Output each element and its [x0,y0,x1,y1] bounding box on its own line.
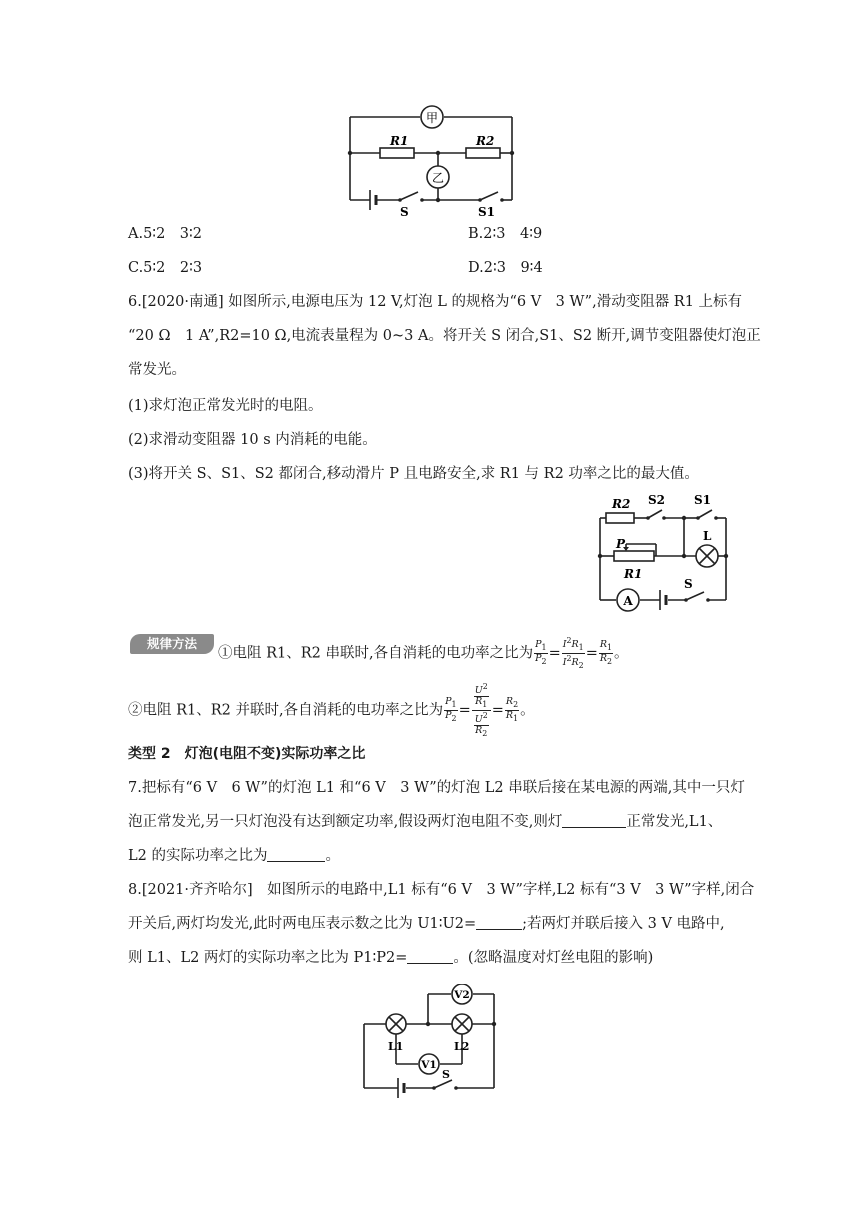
q6-number: 6. [128,294,142,310]
q7-line-3-text: L2 的实际功率之比为 [128,848,268,864]
method-line-2-text: ②电阻 R1、R2 并联时,各自消耗的电功率之比为 [128,702,444,719]
q7-line-1: 7.把标有“6 V 6 W”的灯泡 L1 和“6 V 3 W”的灯泡 L2 串联后接在某电源的两端,其中一只灯 [128,780,745,796]
q6-source: [2020·南通] [141,294,224,310]
c2-p-label: P [616,537,626,551]
method-line-2-end: 。 [520,702,535,719]
c2-switch-label: S [684,577,693,591]
q7-line-2-text: 泡正常发光,另一只灯泡没有达到额定功率,假设两灯泡电阻不变,则灯 [128,814,563,830]
option-b: B.2∶3 4∶9 [468,226,543,242]
q7-line-2-tail: 正常发光,L1、 [626,814,723,830]
q8-blank-2[interactable] [407,949,453,964]
fraction-p1-p2-parallel: $\frac{P_1}{P_2}$ [445,696,457,723]
circuit-diagram-1 [340,100,520,220]
r1-label: R1 [390,134,409,148]
fraction-r1-r2: $\frac{R_1}{R_2}$ [599,639,613,666]
voltmeter-v1-label: V1 [421,1059,437,1071]
circuit-diagram-2 [588,490,738,614]
q8-blank-1[interactable] [476,915,522,930]
option-a: A.5∶2 3∶2 [128,226,203,242]
lamp-l1-label: L1 [388,1040,404,1053]
c2-r1-label: R1 [624,567,643,581]
q6-sub-2: (2)求滑动变阻器 10 s 内消耗的电能。 [128,432,377,448]
voltmeter-v2-label: V2 [454,989,470,1001]
q7-blank-1[interactable] [562,813,626,828]
method-badge: 规律方法 [130,634,214,654]
lamp-l2-label: L2 [454,1040,470,1053]
c3-switch-label: S [442,1068,450,1081]
method-line-1: ①电阻 R1、R2 串联时,各自消耗的电功率之比为 $\frac{P_1}{P_2}$ = $\frac{I^2R_1}{I^2R_2}$ = $\frac{R_1}{R_2}$ 。 [218,636,629,671]
q6-line-2: “20 Ω 1 A”,R2=10 Ω,电流表量程为 0~3 A。将开关 S 闭合,S1、S2 断开,调节变阻器使灯泡正 [128,328,761,344]
fraction-i2r: $\frac{I^2R_1}{I^2R_2}$ [562,636,584,671]
switch-s-label: S [400,205,409,219]
q6-text-1: 如图所示,电源电压为 12 V,灯泡 L 的规格为“6 V 3 W”,滑动变阻器 R1 上标有 [228,294,743,310]
q8-line-2-text: 开关后,两灯均发光,此时两电压表示数之比为 U1∶U2= [128,916,477,932]
q8-line-2 [128,914,725,934]
q6-sub-3: (3)将开关 S、S1、S2 都闭合,移动滑片 P 且电路安全,求 R1 与 R2 功率之比的最大值。 [128,466,699,482]
meter-yi-label: 乙 [431,171,445,185]
fraction-u2-r: $\frac{\frac{U^2}{R_1}}{\frac{U^2}{R_2}}$ [472,682,491,739]
option-d: D.2∶3 9∶4 [468,260,543,276]
q8-line-3-text: 则 L1、L2 两灯的实际功率之比为 P1∶P2= [128,950,408,966]
method-line-2: ②电阻 R1、R2 并联时,各自消耗的电功率之比为 $\frac{P_1}{P_2}$ = $\frac{\frac{U^2}{R_1}}{\frac{U^2}{R_2}}$ = $\frac{R_2}{R_1}$ 。 [128,682,535,739]
c2-s1-label: S1 [694,493,712,507]
q8-line-3 [128,948,653,968]
fraction-r2-r1: $\frac{R_2}{R_1}$ [505,696,519,723]
c2-r2-label: R2 [612,497,631,511]
q8-line-1: 8.[2021·齐齐哈尔] 如图所示的电路中,L1 标有“6 V 3 W”字样,L2 标有“3 V 3 W”字样,闭合 [128,882,755,898]
q7-line-3 [128,846,340,866]
method-line-1-end: 。 [614,645,629,662]
q7-line-2 [128,812,722,832]
q6-line-3: 常发光。 [128,362,186,378]
ammeter-label: A [623,594,633,608]
q7-blank-2[interactable] [267,847,325,862]
c2-lamp-label: L [703,529,712,543]
fraction-p1-p2: $\frac{P_1}{P_2}$ [535,639,547,666]
meter-jia-label: 甲 [425,111,439,125]
c2-s2-label: S2 [648,493,666,507]
option-c: C.5∶2 2∶3 [128,260,203,276]
q6-line-1 [128,292,742,312]
q7-line-3-tail: 。 [325,848,340,864]
q6-sub-1: (1)求灯泡正常发光时的电阻。 [128,398,323,414]
circuit-diagram-3 [356,984,506,1100]
q8-line-3-tail: 。(忽略温度对灯丝电阻的影响) [453,950,654,966]
r2-label: R2 [476,134,495,148]
method-line-1-text: ①电阻 R1、R2 串联时,各自消耗的电功率之比为 [218,645,534,662]
q8-line-2-tail: ;若两灯并联后接入 3 V 电路中, [522,916,725,932]
section-heading-type2: 类型 2 灯泡(电阻不变)实际功率之比 [128,746,366,762]
switch-s1-label: S1 [478,205,496,219]
